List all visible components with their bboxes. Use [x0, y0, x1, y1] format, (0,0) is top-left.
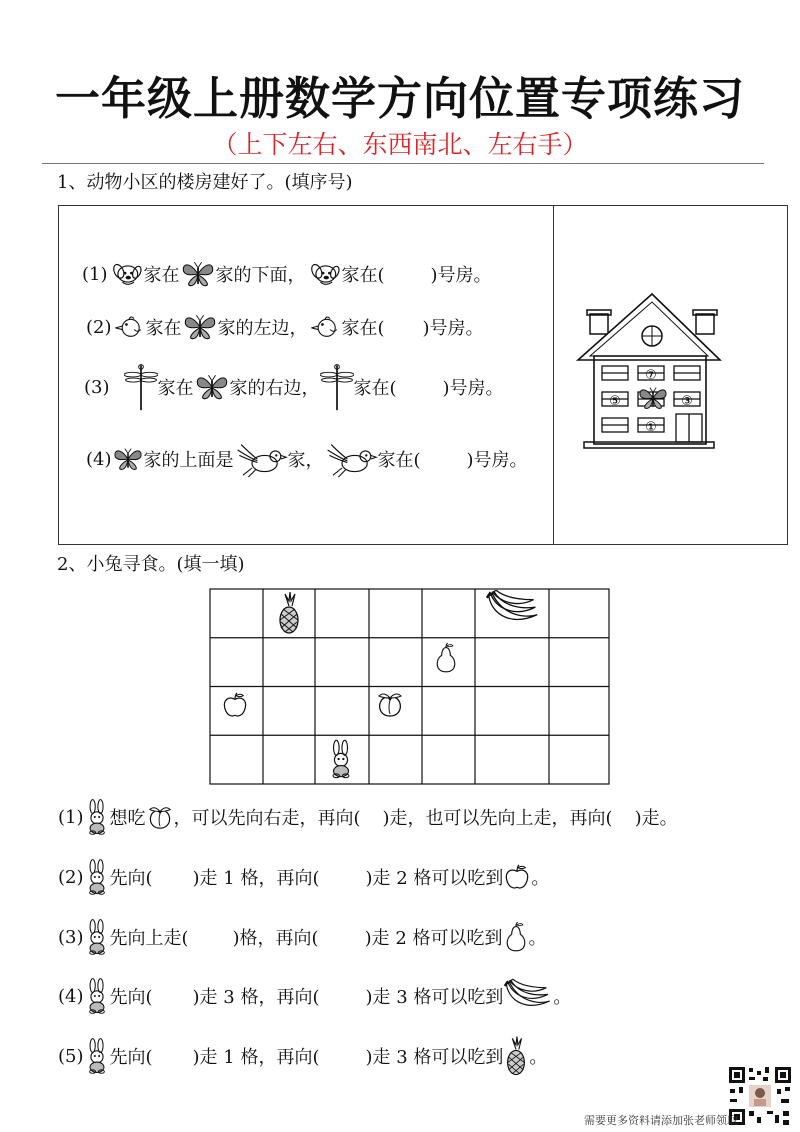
s1-q3-p1: 家在	[157, 378, 194, 399]
footer-note: 需要更多资料请添加张老师领取	[584, 1114, 738, 1127]
food-grid	[209, 588, 611, 786]
s2-q2-num: (2)	[58, 866, 84, 888]
s1-q3-p2: 家的右边，	[229, 378, 320, 399]
s2-q5-d: 。	[529, 1047, 548, 1068]
rabbit-icon	[84, 977, 110, 1015]
bird-icon	[234, 438, 288, 480]
s1-q1-p4: )号房。	[430, 265, 492, 286]
bird-icon	[324, 438, 378, 480]
s1-q2-p2: 家的左边，	[217, 318, 308, 339]
house-illustration	[574, 290, 724, 450]
chick-icon	[112, 312, 146, 342]
s2-q2-b: )走 1 格，再向(	[192, 868, 320, 889]
pineapple-icon	[503, 1036, 529, 1076]
s2-q4-d: 。	[553, 987, 572, 1008]
s2-q5-num: (5)	[58, 1045, 84, 1067]
rabbit-icon	[84, 858, 110, 896]
rabbit-icon	[333, 740, 349, 777]
s2-question-3	[58, 916, 547, 958]
s2-q4-b: )走 3 格，再向(	[192, 987, 320, 1008]
rabbit-icon	[84, 1037, 110, 1075]
s2-q3-a: 先向上走(	[109, 928, 189, 949]
s1-question-1	[82, 254, 492, 294]
room-1-label: ①	[645, 420, 657, 435]
s2-q2-d: 。	[531, 868, 550, 889]
s2-q1-b: ，可以先向右走，再向(	[173, 808, 361, 829]
page-subtitle: （上下左右、东西南北、左右手）	[212, 130, 588, 159]
dragonfly-icon	[124, 356, 158, 418]
s2-q3-b: )格，再向(	[232, 928, 319, 949]
butterfly-icon	[180, 259, 216, 289]
room-7-label: ⑦	[645, 368, 657, 383]
title-divider	[42, 163, 764, 164]
s1-q3-p3: 家在(	[353, 378, 397, 399]
dragonfly-icon	[320, 356, 354, 418]
pear-icon	[437, 643, 455, 672]
s1-q1-num: (1)	[82, 263, 108, 285]
butterfly-icon	[194, 372, 230, 402]
s1-q1-p1: 家在	[143, 265, 180, 286]
s2-q4-num: (4)	[58, 985, 84, 1007]
s2-q5-b: )走 1 格，再向(	[192, 1047, 320, 1068]
room-3-label: ③	[681, 394, 693, 409]
s2-question-1	[58, 796, 678, 838]
dog-icon	[306, 258, 342, 290]
s1-q3-p4: )号房。	[442, 378, 504, 399]
s1-q4-p3: 家在(	[377, 450, 421, 471]
butterfly-icon	[112, 444, 144, 474]
apple-icon	[503, 862, 531, 892]
s1-q4-p1: 家的上面是	[143, 450, 234, 471]
s1-q2-p3: 家在(	[341, 318, 385, 339]
s2-q1-d: )走。	[634, 808, 678, 829]
s2-q1-c: )走，也可以先向上走，再向(	[382, 808, 613, 829]
banana-icon	[503, 977, 553, 1015]
s1-question-4	[86, 436, 528, 482]
s1-q2-p1: 家在	[145, 318, 182, 339]
s2-q3-num: (3)	[58, 926, 84, 948]
s2-question-5	[58, 1032, 547, 1080]
chick-icon	[308, 312, 342, 342]
peach-icon	[379, 694, 401, 716]
s2-q2-c: )走 2 格可以吃到	[365, 868, 504, 889]
s1-q2-num: (2)	[86, 316, 112, 338]
section2-heading: 2、小兔寻食。(填一填)	[57, 554, 245, 575]
peach-icon	[146, 804, 174, 830]
s2-q2-a: 先向(	[109, 868, 153, 889]
s2-question-4	[58, 972, 571, 1020]
s2-q4-a: 先向(	[109, 987, 153, 1008]
pineapple-icon	[280, 592, 298, 633]
section1-divider	[553, 205, 554, 545]
s2-question-2	[58, 856, 549, 898]
butterfly-icon	[182, 312, 218, 342]
s2-q3-d: 。	[528, 928, 547, 949]
section1-heading: 1、动物小区的楼房建好了。(填序号)	[57, 172, 353, 193]
s1-q2-p4: )号房。	[422, 318, 484, 339]
s1-q1-p3: 家在(	[341, 265, 385, 286]
room-5-label: ⑤	[609, 394, 621, 409]
rabbit-icon	[84, 798, 110, 836]
s2-q5-a: 先向(	[109, 1047, 153, 1068]
banana-icon	[487, 590, 537, 619]
s1-q1-p2: 家的下面，	[215, 265, 306, 286]
pear-icon	[503, 920, 529, 954]
dog-icon	[108, 258, 144, 290]
s2-q1-a: 想吃	[109, 808, 146, 829]
s2-q4-c: )走 3 格可以吃到	[365, 987, 504, 1008]
s1-question-3	[84, 354, 504, 420]
s1-q4-p4: )号房。	[466, 450, 528, 471]
s1-q4-p2: 家，	[287, 450, 324, 471]
s1-q4-num: (4)	[86, 448, 112, 470]
s2-q1-num: (1)	[58, 806, 84, 828]
page-title: 一年级上册数学方向位置专项练习	[54, 72, 745, 125]
s2-q3-c: )走 2 格可以吃到	[364, 928, 503, 949]
s2-q5-c: )走 3 格可以吃到	[365, 1047, 504, 1068]
rabbit-icon	[84, 918, 110, 956]
apple-icon	[224, 693, 245, 716]
s1-question-2	[86, 307, 484, 347]
s1-q3-num: (3)	[84, 376, 110, 398]
